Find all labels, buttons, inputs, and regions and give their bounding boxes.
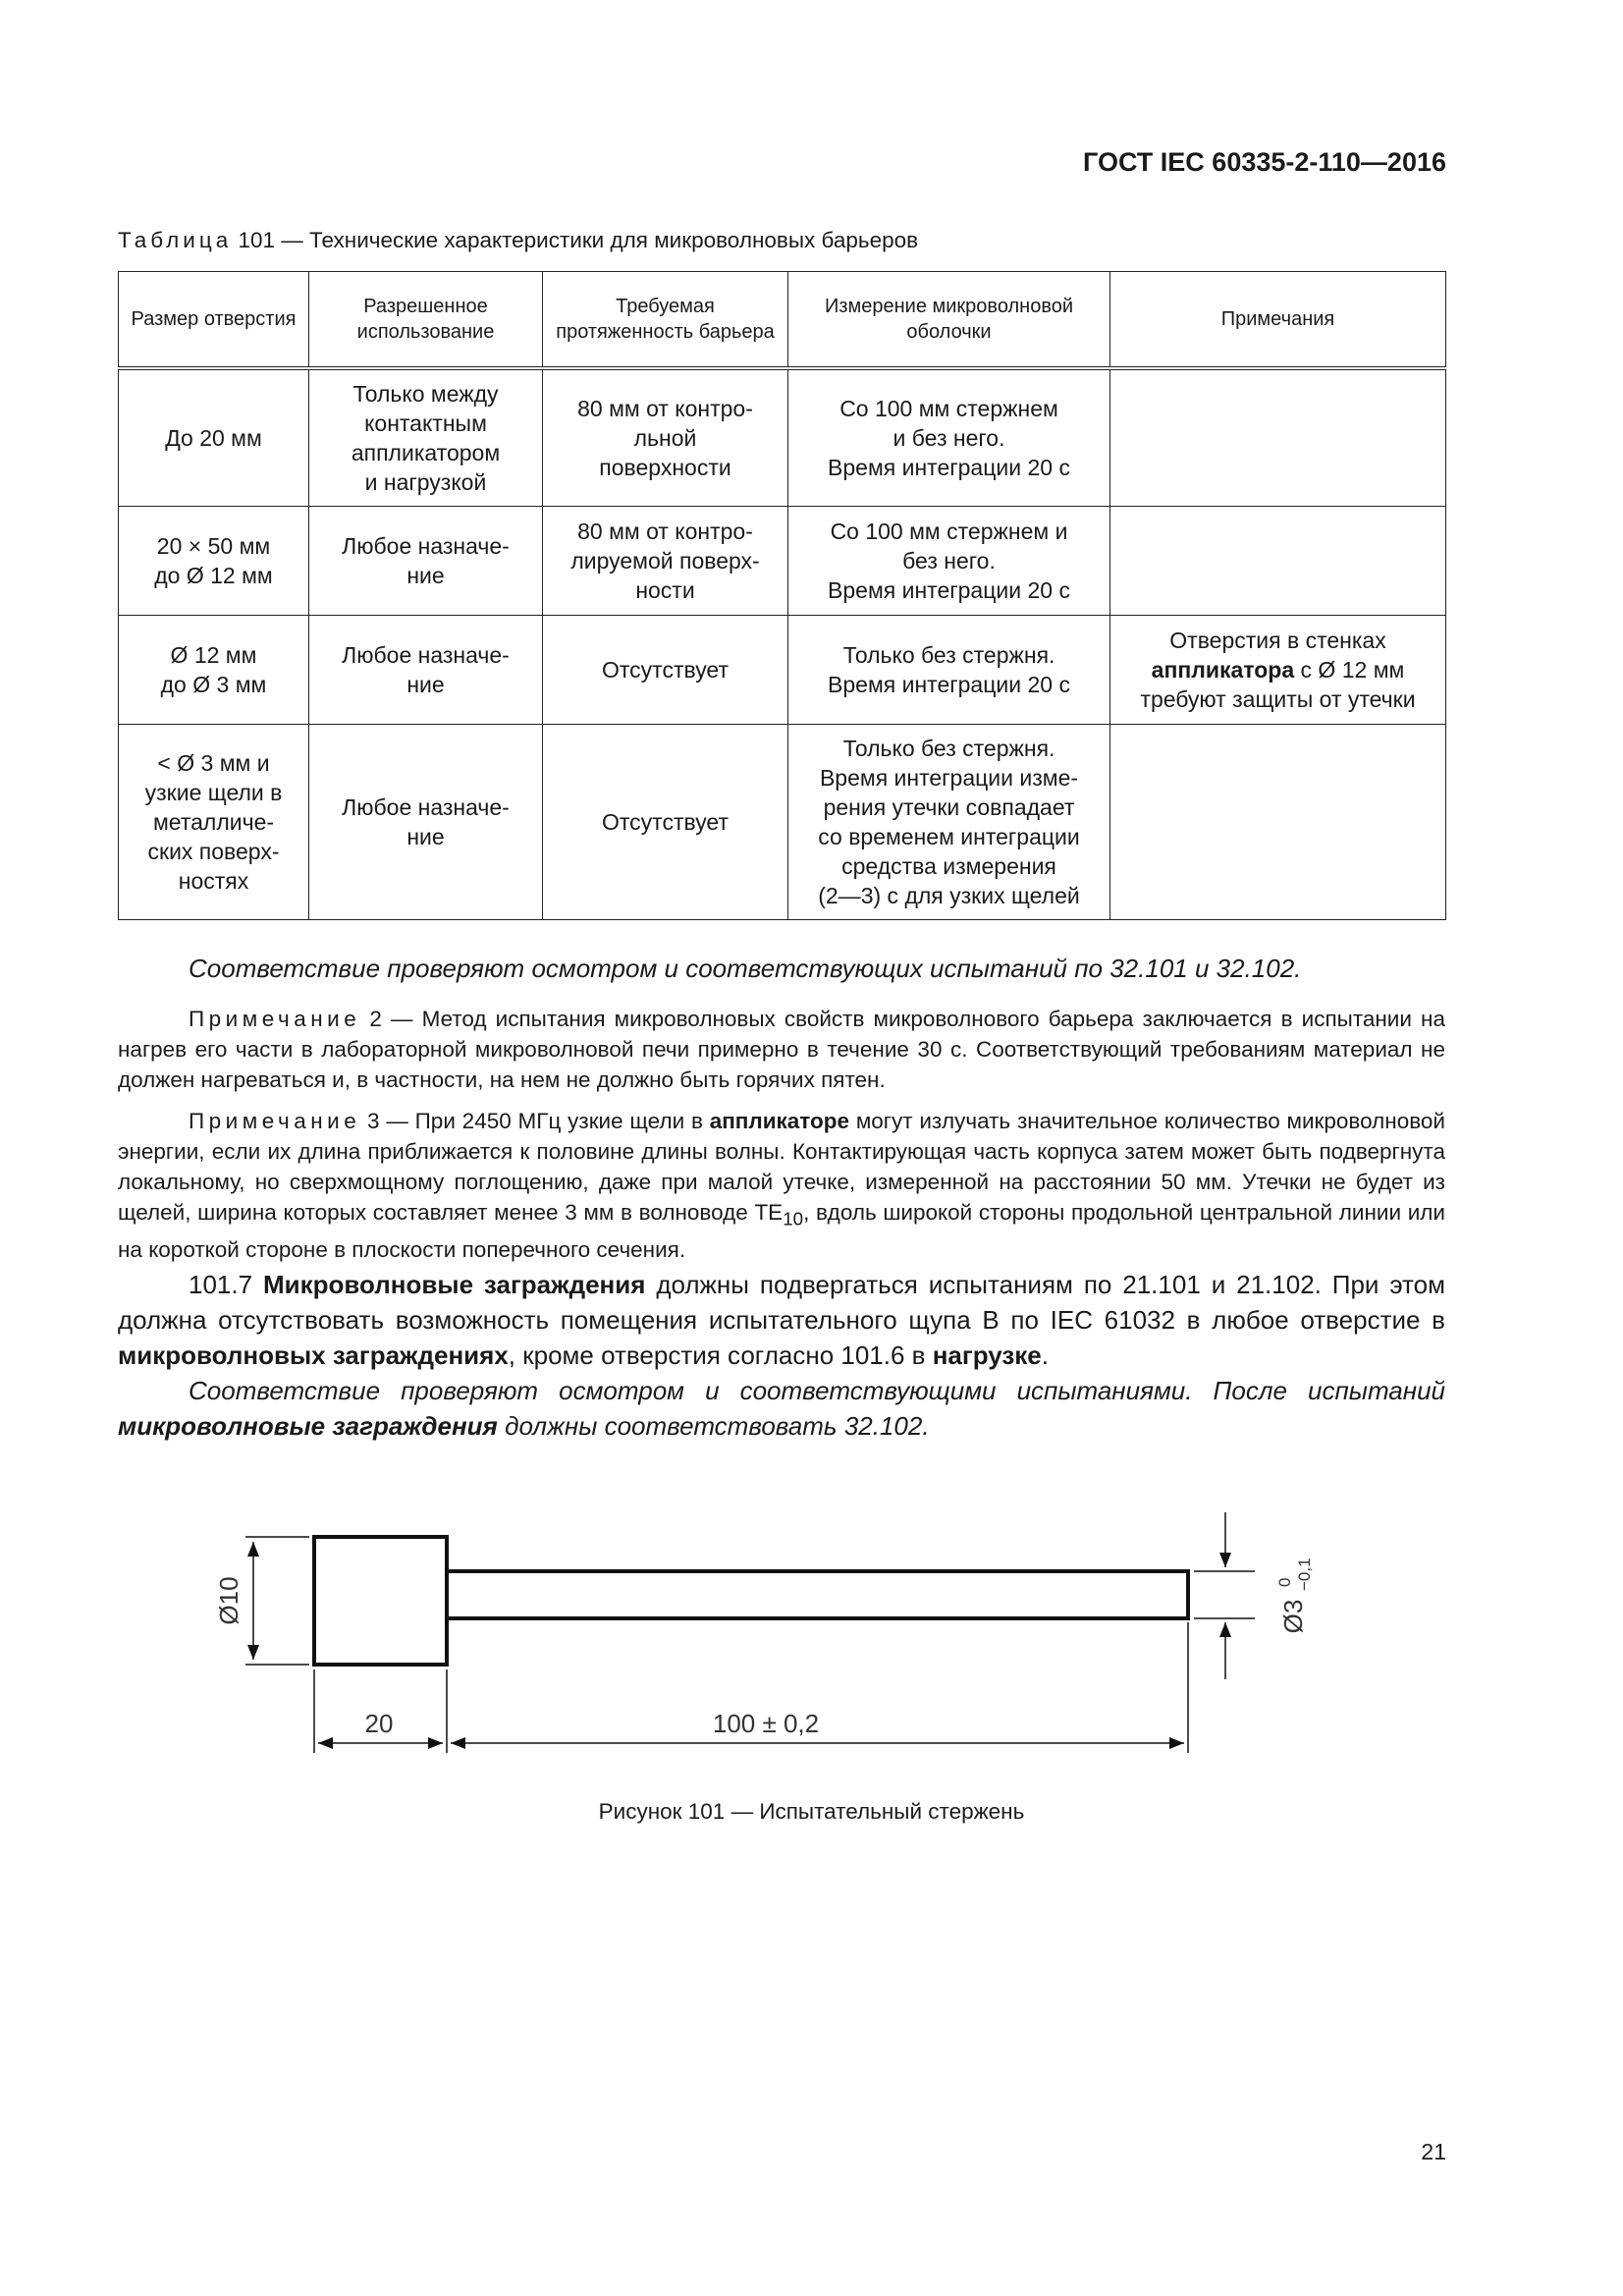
test-rod-drawing (147, 1503, 1325, 1777)
column-header: Требуемая протяженность барьера (543, 272, 788, 369)
dim-rod-tolerance-upper: 0 (1275, 1577, 1294, 1587)
column-header: Разрешенное использование (309, 272, 543, 369)
cell-use: Любое назначе- ние (309, 507, 543, 616)
specification-table (118, 271, 1446, 920)
table-caption-label: Таблица (118, 228, 233, 252)
figure-caption: Рисунок 101 — Испытательный стержень (598, 1799, 1025, 1824)
cell-length: 80 мм от контро- льной поверхности (543, 368, 788, 507)
column-header: Размер отверстия (119, 272, 309, 369)
cell-size: До 20 мм (119, 368, 309, 507)
cell-size: 20 × 50 мм до Ø 12 мм (119, 507, 309, 616)
compliance-statement-2: Соответствие проверяют осмотром и соответствующими испытаниями. После испытаний микроволновые заграждения должны соответствовать 32.102. (118, 1376, 1445, 1441)
cell-note: Отверстия в стенках аппликатора с Ø 12 мм требуют защиты от утечки (1110, 616, 1446, 725)
table-row (119, 725, 1446, 920)
cell-use: Любое назначе- ние (309, 616, 543, 725)
note-2: Примечание 2 — Метод испытания микроволновых свойств микроволнового барьера заключается в испытании на нагрев его части в лабораторной микроволновой печи примерно в течение 30 с. Соответствующий требованиям материал не должен нагреваться и, в частности, на нем не должно быть горячих пятен. (118, 1007, 1445, 1092)
table-caption (118, 228, 918, 253)
dim-head-diameter: Ø10 (214, 1576, 243, 1625)
standard-header: ГОСТ IEC 60335-2-110—2016 (1083, 147, 1446, 177)
cell-measure: Только без стержня. Время интеграции 20 с (788, 616, 1110, 725)
rod-head (314, 1537, 447, 1665)
table-header-row (119, 272, 1446, 369)
compliance-statement: Соответствие проверяют осмотром и соответствующих испытаний по 32.101 и 32.102. (189, 954, 1302, 983)
cell-use: Любое назначе- ние (309, 725, 543, 920)
rod-shaft (447, 1571, 1188, 1618)
cell-size: Ø 12 мм до Ø 3 мм (119, 616, 309, 725)
dim-rod-diameter: Ø3 (1278, 1599, 1308, 1634)
cell-length: 80 мм от контро- лируемой поверх- ности (543, 507, 788, 616)
cell-length: Отсутствует (543, 616, 788, 725)
column-header: Измерение микроволновой оболочки (788, 272, 1110, 369)
dim-rod-length: 100 ± 0,2 (712, 1709, 820, 1738)
dim-head-length: 20 (364, 1709, 394, 1738)
cell-note (1110, 507, 1446, 616)
table-row (119, 507, 1446, 616)
cell-length: Отсутствует (543, 725, 788, 920)
table-caption-text: 101 — Технические характеристики для микроволновых барьеров (232, 228, 919, 252)
cell-size: < Ø 3 мм и узкие щели в металличе- ских поверх- ностях (119, 725, 309, 920)
cell-measure: Со 100 мм стержнем и без него. Время интеграции 20 с (788, 507, 1110, 616)
table-row (119, 616, 1446, 725)
table-row (119, 368, 1446, 507)
cell-use: Только между контактным аппликатором и нагрузкой (309, 368, 543, 507)
cell-note (1110, 725, 1446, 920)
cell-measure: Только без стержня. Время интеграции изме- рения утечки совпадает со временем интеграции средства измерения (2—3) с для узких щелей (788, 725, 1110, 920)
clause-101-7: 101.7 Микроволновые заграждения должны подвергаться испытаниям по 21.101 и 21.102. При этом должна отсутствовать возможность помещения испытательного щупа B по IEC 61032 в любое отверстие в микроволновых заграждениях, кроме отверстия согласно 101.6 в нагрузке. (118, 1270, 1446, 1370)
cell-measure: Со 100 мм стержнем и без него. Время интеграции 20 с (788, 368, 1110, 507)
note-3: Примечание 3 — При 2450 МГц узкие щели в аппликаторе могут излучать значительное количество микроволновой энергии, если их длина приближается к половине длины волны. Контактирующая часть корпуса затем может быть подвергнута локальному, но сверхмощному поглощению, даже при малой утечке, измеренной на расстоянии 50 мм. Утечки не будет из щелей, ширина которых составляет менее 3 мм в волноводе $TE_{10}$, вдоль широкой стороны продольной центральной линии или на короткой стороне в плоскости поперечного сечения. (118, 1109, 1445, 1262)
cell-note (1110, 368, 1446, 507)
dim-rod-tolerance-lower: −0,1 (1295, 1558, 1314, 1591)
page-number: 21 (1421, 2139, 1446, 2164)
column-header: Примечания (1110, 272, 1446, 369)
